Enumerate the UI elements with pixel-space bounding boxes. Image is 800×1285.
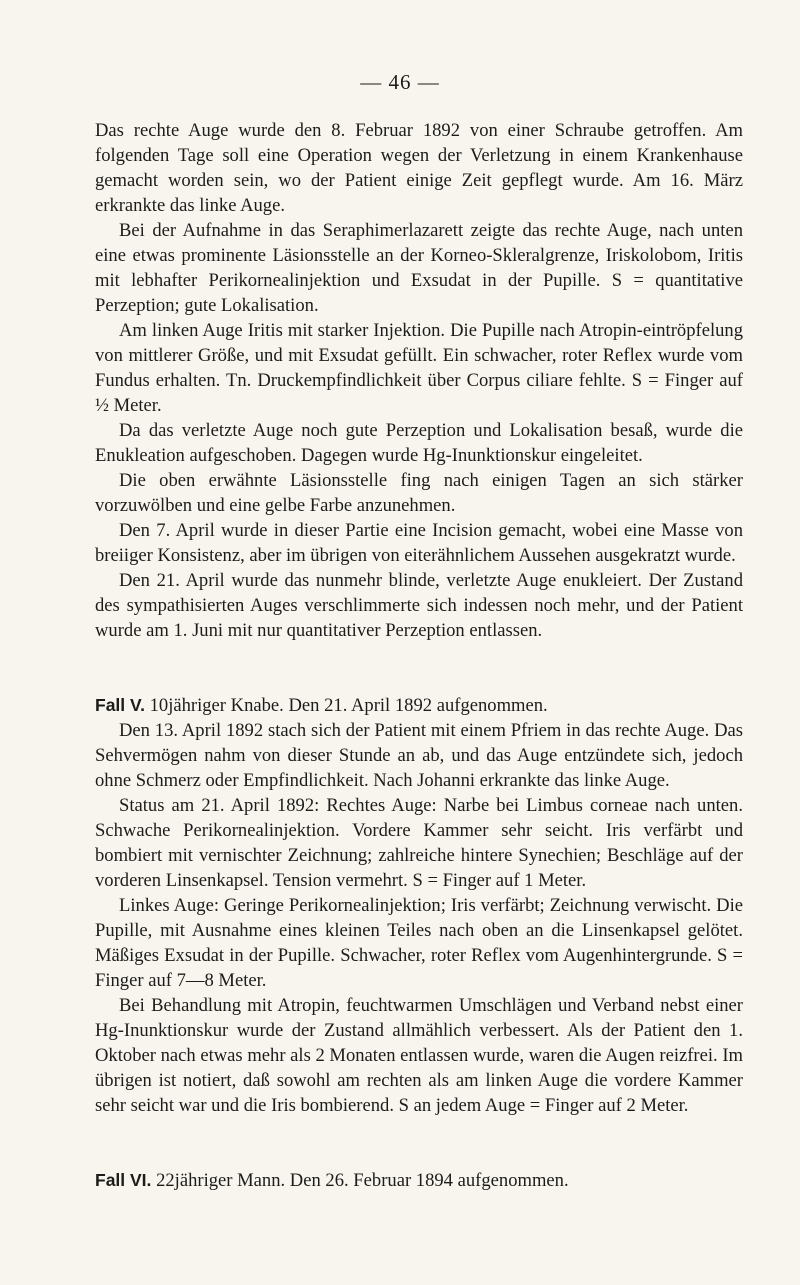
paragraph: Bei Behandlung mit Atropin, feuchtwarmen Umschlägen und Verband nebst einer Hg-Inunktionskur wurde der Zustand allmählich verbessert. Als der Patient den 1. Oktober nach etwas mehr als 2 Monaten entlassen wurde, waren die Augen reizfrei. Im übrigen ist notiert, daß sowohl am rechten als am linken Auge die vordere Kammer sehr seicht war und die Iris bombierend. S an jedem Auge = Finger auf 2 Meter. bbox=[95, 995, 743, 1116]
paragraph: Da das verletzte Auge noch gute Perzeption und Lokalisation besaß, wurde die Enukleation aufgeschoben. Dagegen wurde Hg-Inunktionskur eingeleitet. bbox=[95, 420, 743, 466]
paragraph: Den 7. April wurde in dieser Partie eine Incision gemacht, wobei eine Masse von breiiger Konsistenz, aber im übrigen von eiterähnlichem Aussehen ausgekratzt wurde. bbox=[95, 520, 743, 566]
paragraph: Den 13. April 1892 stach sich der Patient mit einem Pfriem in das rechte Auge. Das Sehvermögen nahm von dieser Stunde an ab, und das Auge entzündete sich, jedoch ohne Schmerz oder Empfindlichkeit. Nach Johanni erkrankte das linke Auge. bbox=[95, 720, 743, 791]
case-intro: 22jähriger Mann. Den 26. Februar 1894 aufgenommen. bbox=[156, 1170, 569, 1191]
case-intro: 10jähriger Knabe. Den 21. April 1892 aufgenommen. bbox=[149, 695, 548, 716]
paragraph: Den 21. April wurde das nunmehr blinde, verletzte Auge enukleiert. Der Zustand des sympathisierten Auges verschlimmerte sich indessen noch mehr, und der Patient wurde am 1. Juni mit nur quantitativer Perzeption entlassen. bbox=[95, 570, 743, 641]
paragraph: Status am 21. April 1892: Rechtes Auge: Narbe bei Limbus corneae nach unten. Schwache Perikornealinjektion. Vordere Kammer sehr seicht. Iris verfärbt und bombiert mit vernischter Zeichnung; zahlreiche hintere Synechien; Beschläge auf der vorderen Linsenkapsel. Tension vermehrt. S = Finger auf 1 Meter. bbox=[95, 795, 743, 891]
case-heading bbox=[95, 1168, 743, 1193]
case-section-continued bbox=[95, 118, 743, 643]
paragraph: Bei der Aufnahme in das Seraphimerlazarett zeigte das rechte Auge, nach unten eine etwas prominente Läsionsstelle an der Korneo-Skleralgrenze, Iriskolobom, Iritis mit lebhafter Perikornealinjektion und Exsudat in der Pupille. S = quantitative Perzeption; gute Lokalisation. bbox=[95, 220, 743, 316]
case-section-fall-v bbox=[95, 693, 743, 1118]
paragraph: Das rechte Auge wurde den 8. Februar 1892 von einer Schraube getroffen. Am folgenden Tage soll eine Operation wegen der Verletzung in einem Krankenhause gemacht worden sein, wo der Patient einige Zeit gepflegt wurde. Am 16. März erkrankte das linke Auge. bbox=[95, 120, 743, 216]
body-text bbox=[95, 118, 743, 1193]
case-label: Fall V. bbox=[95, 695, 145, 715]
paragraph: Am linken Auge Iritis mit starker Injektion. Die Pupille nach Atropin-eintröpfelung von mittlerer Größe, und mit Exsudat gefüllt. Ein schwacher, roter Reflex wurde vom Fundus erhalten. Tn. Druckempfindlichkeit über Corpus ciliare fehlte. S = Finger auf ½ Meter. bbox=[95, 320, 743, 416]
page-number: — 46 — bbox=[360, 70, 440, 94]
paragraph: Linkes Auge: Geringe Perikornealinjektion; Iris verfärbt; Zeichnung verwischt. Die Pupille, mit Ausnahme eines kleinen Teiles nach oben an die Linsenkapsel gelötet. Mäßiges Exsudat in der Pupille. Schwacher, roter Reflex vom Augenhintergrunde. S = Finger auf 7—8 Meter. bbox=[95, 895, 743, 991]
paragraph: Die oben erwähnte Läsionsstelle fing nach einigen Tagen an sich stärker vorzuwölben und eine gelbe Farbe anzunehmen. bbox=[95, 470, 743, 516]
case-label: Fall VI. bbox=[95, 1170, 152, 1190]
case-section-fall-vi bbox=[95, 1168, 743, 1193]
case-heading bbox=[95, 693, 743, 718]
